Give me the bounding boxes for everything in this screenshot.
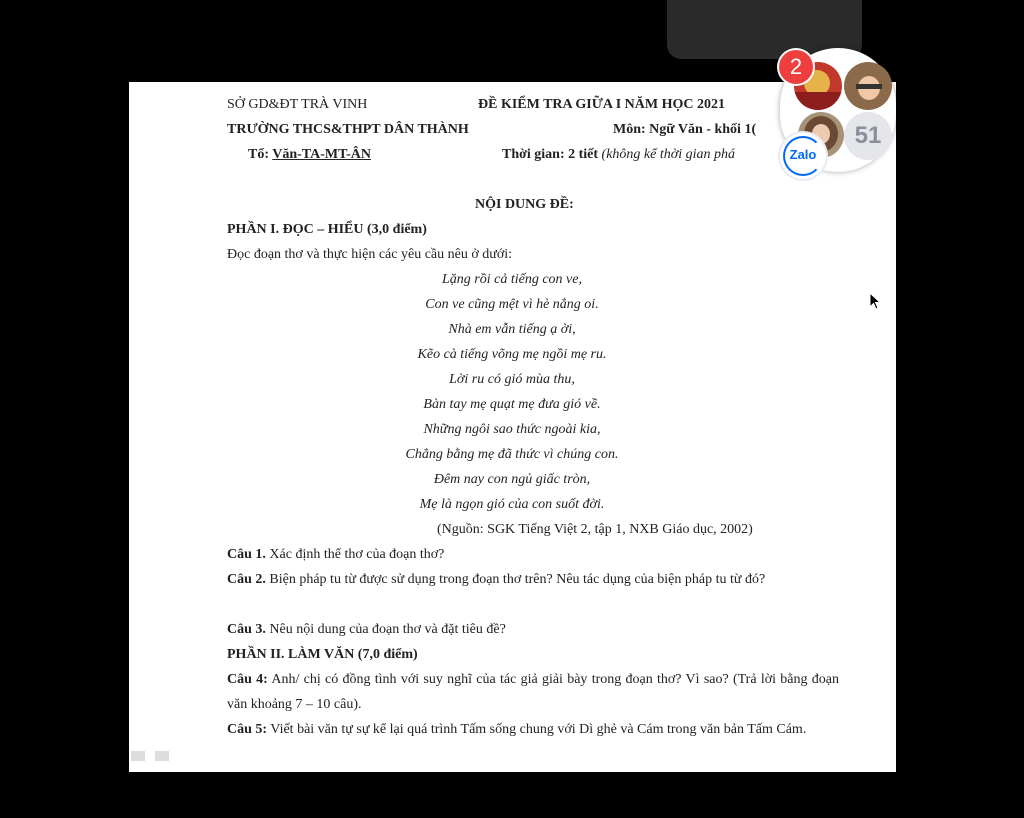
question-1 [227,542,839,567]
poem-line: Chẳng bằng mẹ đã thức vì chúng con. [405,447,619,462]
more-chats-count[interactable]: 51 [844,112,892,160]
poem-line: Lặng rồi cả tiếng con ve, [442,272,582,287]
zalo-app-icon[interactable] [780,133,826,179]
poem-line: Đêm nay con ngủ giấc tròn, [433,472,591,487]
question-3-label: Câu 3. [227,622,266,637]
content-title: NỘI DUNG ĐỀ: [475,197,574,212]
duration-line [502,147,735,163]
question-1-label: Câu 1. [227,547,266,562]
reading-instruction: Đọc đoạn thơ và thực hiện các yêu cầu nêu ở dưới: [227,247,513,262]
question-2-text: Biện pháp tu từ được sử dụng trong đoạn thơ trên? Nêu tác dụng của biện pháp tu từ đó? [265,572,766,587]
duration-note: (không kể thời gian phá [601,147,735,162]
poem-line: Lời ru có gió mùa thu, [449,372,575,387]
dept-name: SỞ GD&ĐT TRÀ VINH [227,97,368,112]
poem-line: Những ngôi sao thức ngoài kia, [423,422,601,437]
poem-line: Nhà em vẫn tiếng ạ ời, [448,322,576,337]
poem-line: Con ve cũng mệt vì hè nắng oi. [425,297,599,312]
question-2-label: Câu 2. [227,572,266,587]
poem-line: Mẹ là ngọn gió của con suốt đời. [419,497,605,512]
part2-heading: PHẦN II. LÀM VĂN (7,0 điểm) [227,647,418,662]
notification-badge: 2 [779,50,813,84]
subject-line: Môn: Ngữ Văn - khối 1( [613,122,757,137]
question-3 [227,617,839,642]
department-label: Tổ: [248,147,269,162]
zalo-label: Zalo [789,147,817,162]
exam-title: ĐỀ KIỂM TRA GIỮA I NĂM HỌC 2021 [478,97,725,112]
question-4 [227,667,839,717]
department-value: Văn-TA-MT-ÂN [272,147,372,162]
question-4-label: Câu 4: [227,672,268,687]
poem-line: Kẽo cà tiếng võng mẹ ngồi mẹ ru. [417,347,607,362]
question-4-text: Anh/ chị có đồng tình với suy nghĩ của tác giả giải bày trong đoạn thơ? Vì sao? (Trả lời bằng đoạn văn khoảng 7 – 10 câu). [227,672,839,712]
avatar[interactable] [844,62,892,110]
question-1-text: Xác định thể thơ của đoạn thơ? [265,547,445,562]
page-icon[interactable] [131,751,145,761]
duration-text: Thời gian: 2 tiết [502,147,599,162]
question-3-text: Nêu nội dung của đoạn thơ và đặt tiêu đề? [265,622,506,637]
poem-source: (Nguồn: SGK Tiếng Việt 2, tập 1, NXB Giáo dục, 2002) [437,522,753,537]
department-line [248,147,371,163]
school-name: TRƯỜNG THCS&THPT DÂN THÀNH [227,122,469,137]
question-5 [227,717,839,742]
part1-heading: PHẦN I. ĐỌC – HIỂU (3,0 điểm) [227,222,427,237]
poem-line: Bàn tay mẹ quạt mẹ đưa gió về. [423,397,601,412]
document-page [129,82,896,772]
page-nav-icons[interactable] [131,748,179,766]
question-5-text: Viết bài văn tự sự kể lại quá trình Tấm sống chung với Dì ghẻ và Cám trong văn bản Tấm Cám. [267,722,807,737]
forward-icon[interactable] [155,751,169,761]
question-5-label: Câu 5: [227,722,268,737]
mouse-cursor-icon [869,292,883,312]
question-2 [227,567,839,592]
